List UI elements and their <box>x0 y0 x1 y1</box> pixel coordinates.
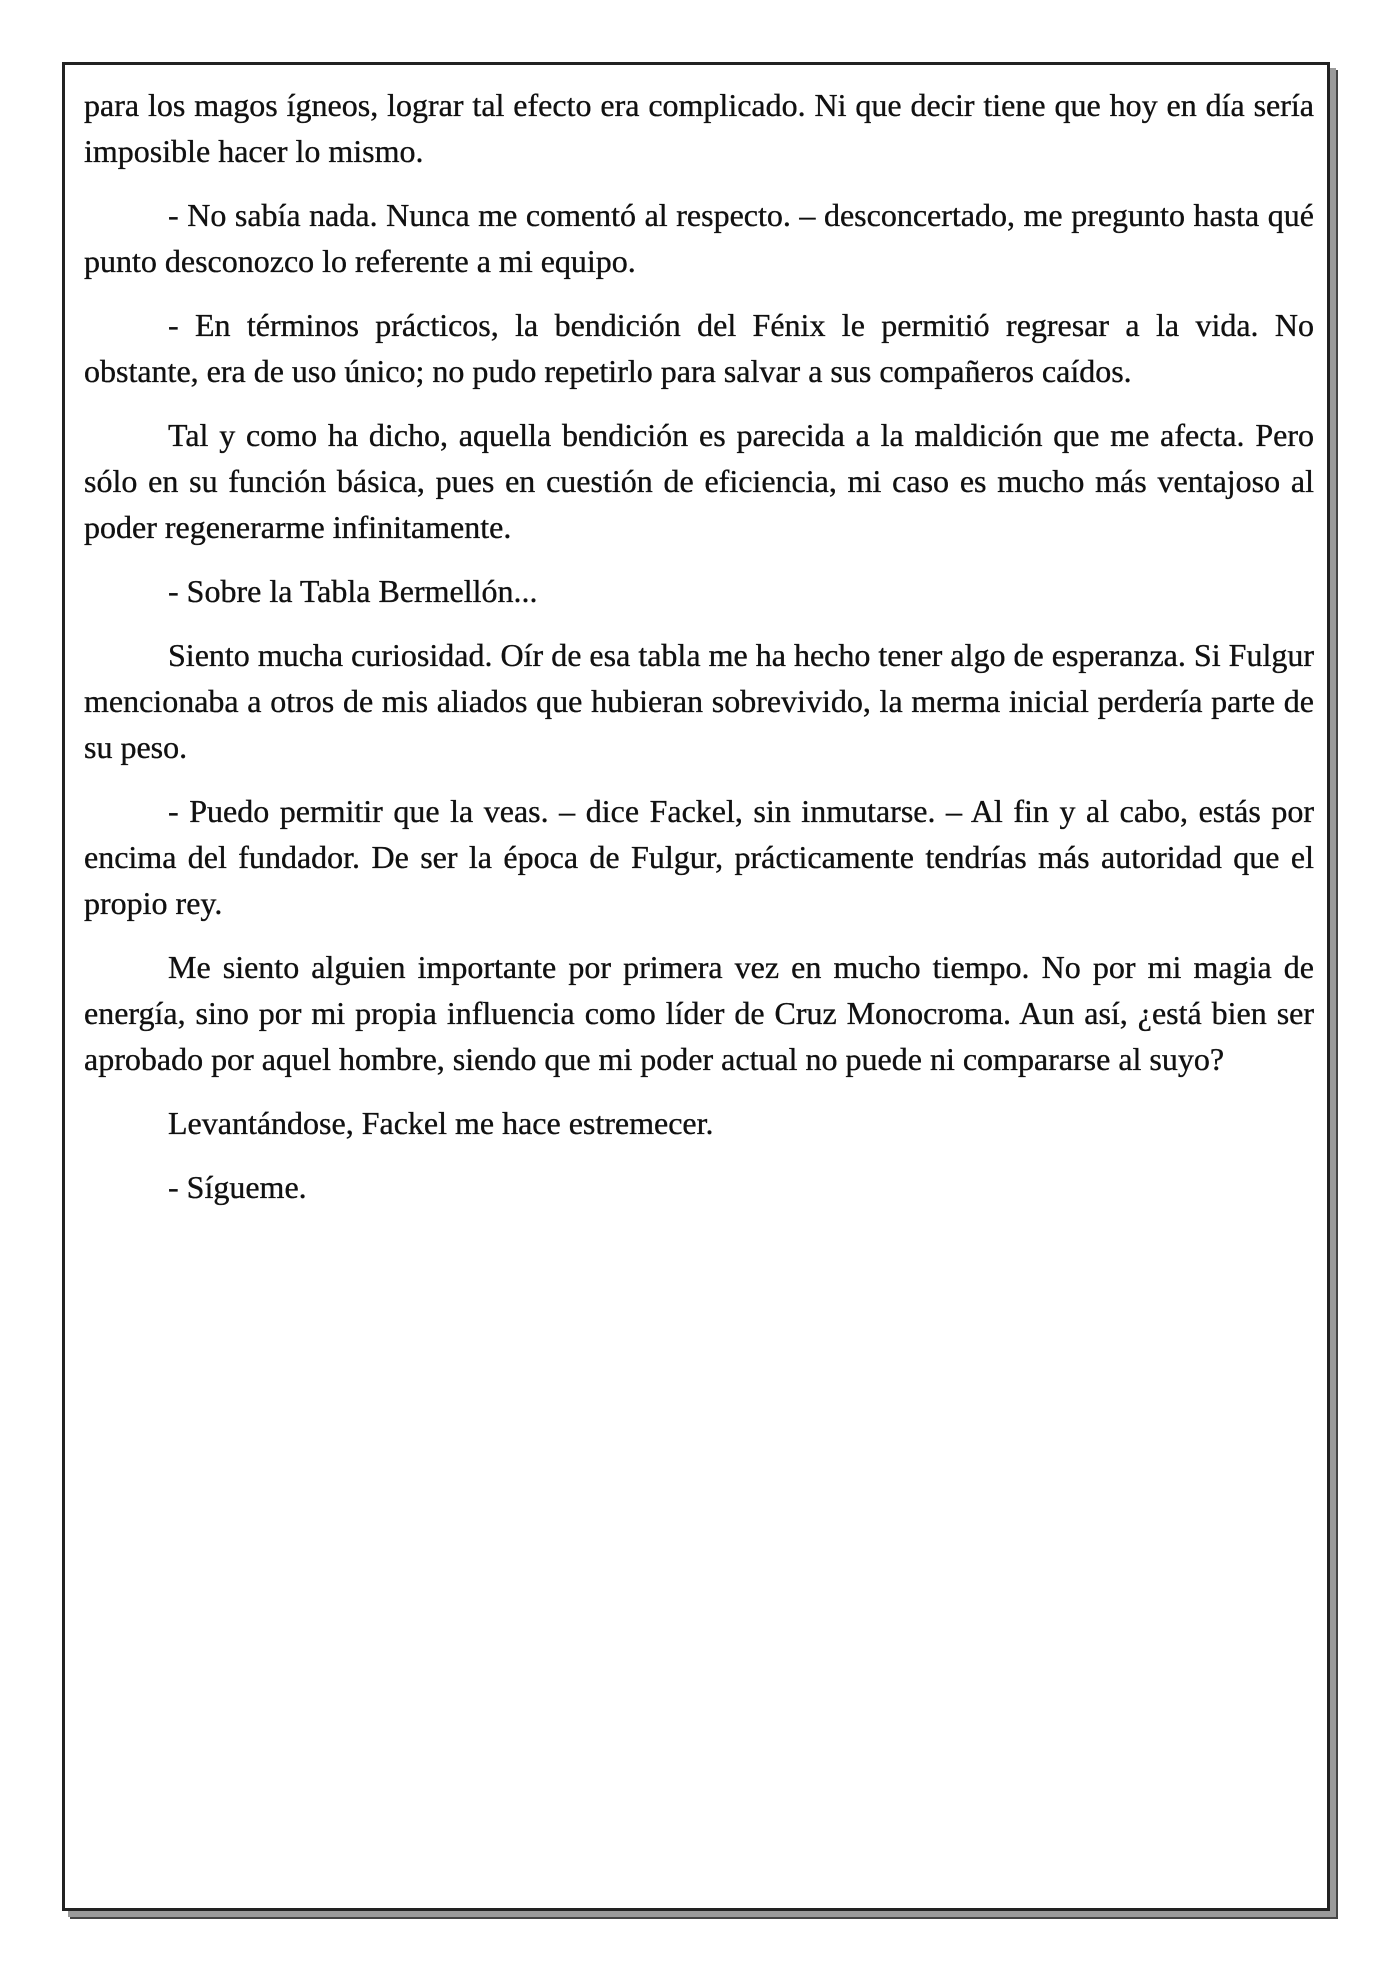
paragraph: Siento mucha curiosidad. Oír de esa tabla me ha hecho tener algo de esperanza. Si Fulgur mencionaba a otros de mis aliados que hubieran sobrevivido, la merma inicial perdería parte de su peso. <box>84 637 1314 765</box>
paragraph: Levantándose, Fackel me hace estremecer. <box>168 1105 714 1141</box>
paragraph: - Sígueme. <box>168 1169 307 1205</box>
paragraph: - Puedo permitir que la veas. – dice Fackel, sin inmutarse. – Al fin y al cabo, estás por encima del fundador. De ser la época de Fulgur, prácticamente tendrías más autoridad que el propio rey. <box>84 793 1314 921</box>
paragraph: - No sabía nada. Nunca me comentó al respecto. – desconcertado, me pregunto hasta qué punto desconozco lo referente a mi equipo. <box>84 197 1314 279</box>
paragraph: para los magos ígneos, lograr tal efecto era complicado. Ni que decir tiene que hoy en día sería imposible hacer lo mismo. <box>84 87 1314 169</box>
paragraph: - En términos prácticos, la bendición del Fénix le permitió regresar a la vida. No obstante, era de uso único; no pudo repetirlo para salvar a sus compañeros caídos. <box>84 307 1314 389</box>
page-text <box>84 82 1314 1228</box>
paragraph: Tal y como ha dicho, aquella bendición es parecida a la maldición que me afecta. Pero sólo en su función básica, pues en cuestión de eficiencia, mi caso es mucho más ventajoso al poder regenerarme infinitamente. <box>84 417 1314 545</box>
paragraph: - Sobre la Tabla Bermellón... <box>168 573 538 609</box>
paragraph: Me siento alguien importante por primera vez en mucho tiempo. No por mi magia de energía, sino por mi propia influencia como líder de Cruz Monocroma. Aun así, ¿está bien ser aprobado por aquel hombre, siendo que mi poder actual no puede ni compararse al suyo? <box>84 949 1314 1077</box>
